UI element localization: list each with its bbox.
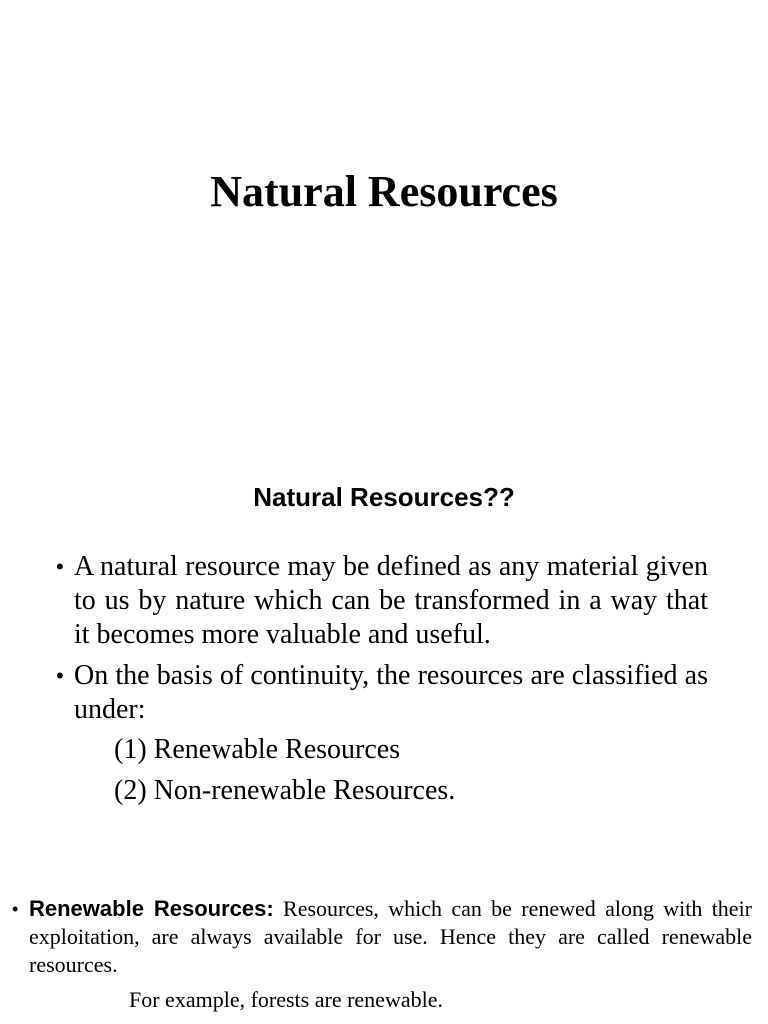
renewable-term: Renewable Resources: <box>29 896 274 921</box>
renewable-definition-list <box>12 895 752 979</box>
section-heading: Natural Resources?? <box>253 482 515 512</box>
renewable-definition: Resources, which can be renewed along with their exploitation, are always available for use. Hence they are called renewable resources. <box>29 896 753 977</box>
bullet-dot-icon: • <box>56 663 64 688</box>
bullet-dot-icon: • <box>12 899 19 919</box>
renewable-example: For example, forests are renewable. <box>129 987 443 1012</box>
classification-item-renewable: (1) Renewable Resources <box>114 734 401 765</box>
classification-list <box>114 733 455 815</box>
list-item <box>56 550 708 652</box>
list-item <box>12 895 752 979</box>
page-title: Natural Resources <box>210 167 558 216</box>
list-item <box>56 659 708 727</box>
bullet-text-definition: A natural resource may be defined as any material given to us by nature which can be transformed in a way that it becomes more valuable and useful. <box>74 551 708 650</box>
bullet-list <box>56 550 708 734</box>
bullet-text-classification: On the basis of continuity, the resources are classified as under: <box>74 660 708 725</box>
classification-item-non-renewable: (2) Non-renewable Resources. <box>114 775 456 806</box>
bullet-dot-icon: • <box>56 554 64 579</box>
